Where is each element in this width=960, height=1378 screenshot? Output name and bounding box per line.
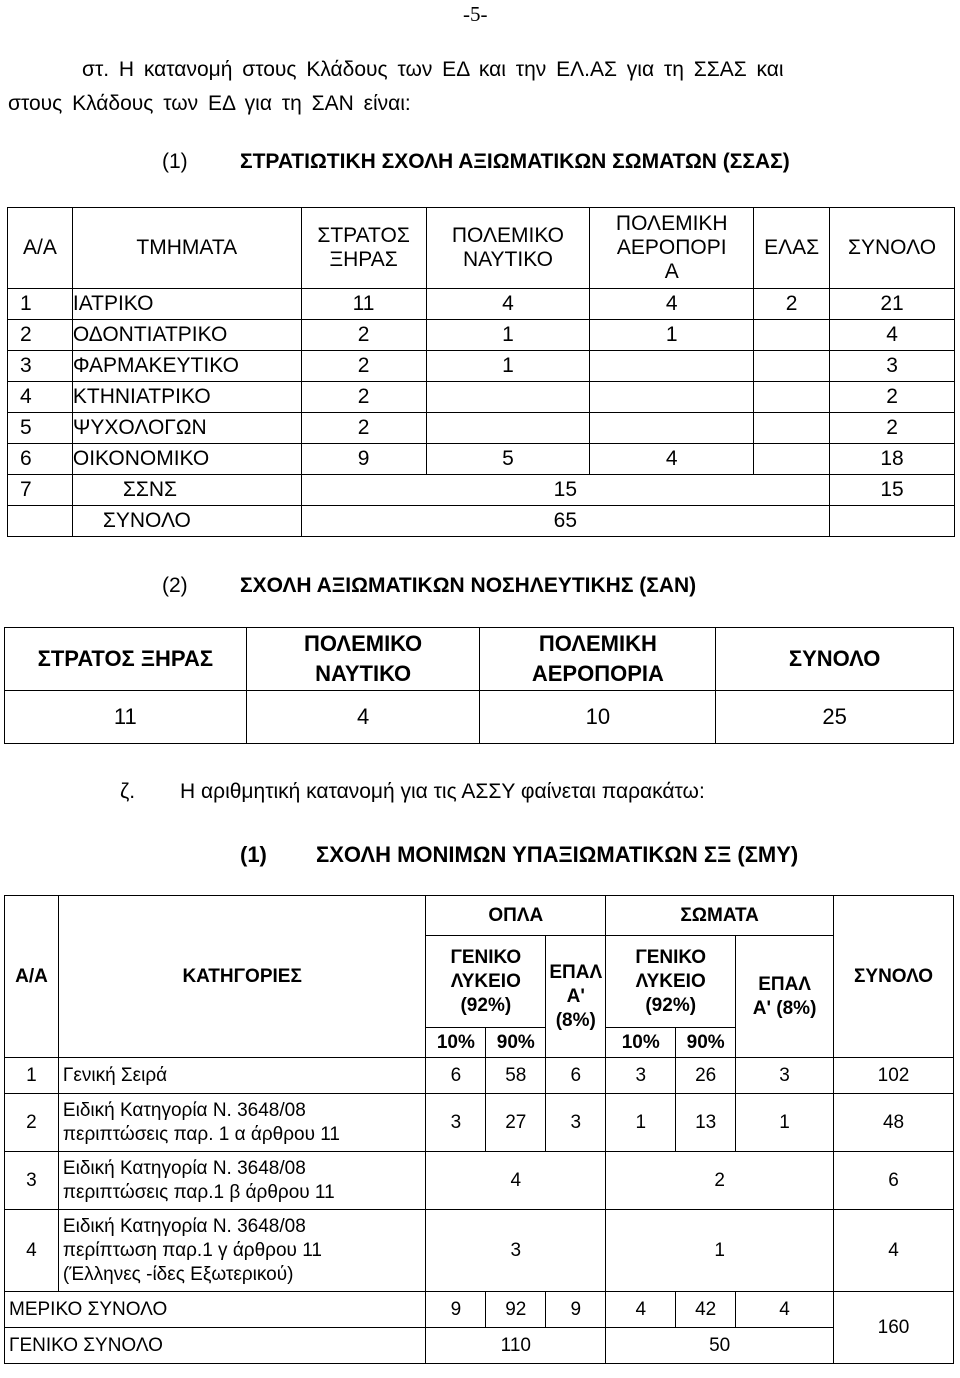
table-row bbox=[8, 475, 955, 506]
cell-naytiko bbox=[426, 413, 590, 444]
table-row bbox=[5, 691, 954, 744]
section-2-title: ΣΧΟΛΗ ΑΞΙΩΜΑΤΙΚΩΝ ΝΟΣΗΛΕΥΤΙΚΗΣ (ΣΑΝ) bbox=[240, 574, 697, 597]
section-3-heading bbox=[240, 842, 798, 868]
cell-elas bbox=[754, 413, 830, 444]
section-2-number: (2) bbox=[162, 574, 188, 597]
cell-aeroporia bbox=[590, 413, 754, 444]
header-10-somata: 10% bbox=[606, 1028, 676, 1058]
cell-synolo: 25 bbox=[716, 691, 954, 744]
table-row bbox=[8, 413, 955, 444]
cell: 92 bbox=[486, 1292, 546, 1328]
cell-naytiko: 1 bbox=[426, 351, 590, 382]
header-naytiko: ΠΟΛΕΜΙΚΟ ΝΑΥΤΙΚΟ bbox=[246, 628, 480, 691]
cell-naytiko: 4 bbox=[246, 691, 480, 744]
section-3-number: (1) bbox=[240, 842, 267, 867]
partial-total-row bbox=[5, 1292, 954, 1328]
row-name: ΚΤΗΝΙΑΤΡΙΚΟ bbox=[72, 382, 301, 413]
table-row bbox=[5, 1210, 954, 1292]
cell-stratos: 11 bbox=[5, 691, 247, 744]
cell-naytiko bbox=[426, 382, 590, 413]
cell: 3 bbox=[546, 1094, 606, 1152]
row-number: 7 bbox=[8, 475, 73, 506]
row-name: ΣΣΝΣ bbox=[72, 475, 301, 506]
row-number: 6 bbox=[8, 444, 73, 475]
total-value: 65 bbox=[301, 506, 829, 537]
header-synolo: ΣΥΝΟΛΟ bbox=[834, 896, 954, 1058]
table-row bbox=[5, 1152, 954, 1210]
cell-somata: 1 bbox=[606, 1210, 834, 1292]
row-name: ΙΑΤΡΙΚΟ bbox=[72, 289, 301, 320]
row-number: 3 bbox=[8, 351, 73, 382]
header-stratos: ΣΤΡΑΤΟΣ ΞΗΡΑΣ bbox=[301, 208, 426, 289]
header-90-somata: 90% bbox=[676, 1028, 736, 1058]
row-name: ΟΙΚΟΝΟΜΙΚΟ bbox=[72, 444, 301, 475]
cell-aeroporia bbox=[590, 382, 754, 413]
header-epal-somata: ΕΠΑΛ Α' (8%) bbox=[736, 936, 834, 1058]
cell-opla: 3 bbox=[426, 1210, 606, 1292]
cell-synolo: 18 bbox=[830, 444, 955, 475]
partial-total-label: ΜΕΡΙΚΟ ΣΥΝΟΛΟ bbox=[5, 1292, 426, 1328]
grand-total-row bbox=[5, 1328, 954, 1364]
header-opla: ΟΠΛΑ bbox=[426, 896, 606, 936]
header-gl-somata: ΓΕΝΙΚΟ ΛΥΚΕΙΟ (92%) bbox=[606, 936, 736, 1028]
cell-synolo: 48 bbox=[834, 1094, 954, 1152]
intro-line-1: στ. Η κατανομή στους Κλάδους των ΕΔ και την ΕΛ.ΑΣ για τη ΣΣΑΣ και bbox=[82, 58, 784, 81]
grand-total-label: ΓΕΝΙΚΟ ΣΥΝΟΛΟ bbox=[5, 1328, 426, 1364]
header-synolo: ΣΥΝΟΛΟ bbox=[830, 208, 955, 289]
cell: 26 bbox=[676, 1058, 736, 1094]
table-row bbox=[5, 1058, 954, 1094]
cell: 6 bbox=[546, 1058, 606, 1094]
row-number: 1 bbox=[5, 1058, 59, 1094]
table-row bbox=[8, 444, 955, 475]
cell-aeroporia bbox=[590, 351, 754, 382]
section-2-heading bbox=[162, 574, 696, 598]
ssas-table bbox=[7, 207, 955, 537]
cell: 3 bbox=[736, 1058, 834, 1094]
header-90-opla: 90% bbox=[486, 1028, 546, 1058]
table-row bbox=[8, 320, 955, 351]
cell: 27 bbox=[486, 1094, 546, 1152]
row-number: 2 bbox=[5, 1094, 59, 1152]
grand-total-value: 160 bbox=[834, 1292, 954, 1364]
cell: 9 bbox=[426, 1292, 486, 1328]
header-aa: Α/Α bbox=[5, 896, 59, 1058]
cell: 1 bbox=[736, 1094, 834, 1152]
cell: 4 bbox=[736, 1292, 834, 1328]
cell-stratos: 9 bbox=[301, 444, 426, 475]
table-row bbox=[8, 382, 955, 413]
cell: 1 bbox=[606, 1094, 676, 1152]
zeta-text: Η αριθμητική κατανομή για τις ΑΣΣΥ φαίνεται παρακάτω: bbox=[180, 780, 705, 803]
section-1-title: ΣΤΡΑΤΙΩΤΙΚΗ ΣΧΟΛΗ ΑΞΙΩΜΑΤΙΚΩΝ ΣΩΜΑΤΩΝ (ΣΣΑΣ) bbox=[240, 150, 790, 173]
cell-elas bbox=[754, 320, 830, 351]
header-naytiko: ΠΟΛΕΜΙΚΟ ΝΑΥΤΙΚΟ bbox=[426, 208, 590, 289]
intro-line-2: στους Κλάδους των ΕΔ για τη ΣΑΝ είναι: bbox=[8, 92, 411, 115]
cell-combined: 15 bbox=[301, 475, 829, 506]
cell-synolo: 2 bbox=[830, 382, 955, 413]
header-aa: Α/Α bbox=[8, 208, 73, 289]
table-header-row bbox=[8, 208, 955, 289]
cell: 9 bbox=[546, 1292, 606, 1328]
grand-total-opla: 110 bbox=[426, 1328, 606, 1364]
cell-somata: 2 bbox=[606, 1152, 834, 1210]
cell-synolo: 2 bbox=[830, 413, 955, 444]
cell: 3 bbox=[606, 1058, 676, 1094]
cell-elas bbox=[754, 444, 830, 475]
smy-table bbox=[4, 895, 954, 1364]
cell-stratos: 2 bbox=[301, 382, 426, 413]
san-table bbox=[4, 627, 954, 744]
header-synolo: ΣΥΝΟΛΟ bbox=[716, 628, 954, 691]
cell: 4 bbox=[606, 1292, 676, 1328]
row-name: Ειδική Κατηγορία Ν. 3648/08 περιπτώσεις παρ.1 β άρθρου 11 bbox=[58, 1152, 425, 1210]
cell: 58 bbox=[486, 1058, 546, 1094]
cell-opla: 4 bbox=[426, 1152, 606, 1210]
cell-synolo: 6 bbox=[834, 1152, 954, 1210]
cell-naytiko: 4 bbox=[426, 289, 590, 320]
cell-synolo: 15 bbox=[830, 475, 955, 506]
cell-naytiko: 1 bbox=[426, 320, 590, 351]
table-header-row bbox=[5, 628, 954, 691]
row-name: ΟΔΟΝΤΙΑΤΡΙΚΟ bbox=[72, 320, 301, 351]
row-name: Ειδική Κατηγορία Ν. 3648/08 περίπτωση παρ.1 γ άρθρου 11 (Έλληνες -ίδες Εξωτερικού) bbox=[58, 1210, 425, 1292]
cell: 13 bbox=[676, 1094, 736, 1152]
row-number: 2 bbox=[8, 320, 73, 351]
section-1-number: (1) bbox=[162, 150, 188, 173]
row-number: 4 bbox=[8, 382, 73, 413]
row-name: ΦΑΡΜΑΚΕΥΤΙΚΟ bbox=[72, 351, 301, 382]
cell: 6 bbox=[426, 1058, 486, 1094]
row-number: 5 bbox=[8, 413, 73, 444]
zeta-letter: ζ. bbox=[120, 780, 136, 803]
cell-aeroporia: 1 bbox=[590, 320, 754, 351]
total-row bbox=[8, 506, 955, 537]
row-number: 4 bbox=[5, 1210, 59, 1292]
cell-synolo: 21 bbox=[830, 289, 955, 320]
header-aeroporia: ΠΟΛΕΜΙΚΗ ΑΕΡΟΠΟΡΙΑ bbox=[480, 628, 716, 691]
total-label: ΣΥΝΟΛΟ bbox=[72, 506, 301, 537]
header-aeroporia: ΠΟΛΕΜΙΚΗ ΑΕΡΟΠΟΡΙ Α bbox=[590, 208, 754, 289]
cell-stratos: 2 bbox=[301, 413, 426, 444]
row-name: ΨΥΧΟΛΟΓΩΝ bbox=[72, 413, 301, 444]
cell-aeroporia: 4 bbox=[590, 289, 754, 320]
row-name: Γενική Σειρά bbox=[58, 1058, 425, 1094]
row-name: Ειδική Κατηγορία Ν. 3648/08 περιπτώσεις παρ. 1 α άρθρου 11 bbox=[58, 1094, 425, 1152]
grand-total-somata: 50 bbox=[606, 1328, 834, 1364]
cell-synolo: 3 bbox=[830, 351, 955, 382]
cell-synolo: 102 bbox=[834, 1058, 954, 1094]
cell-aeroporia: 4 bbox=[590, 444, 754, 475]
table-row bbox=[8, 289, 955, 320]
header-stratos: ΣΤΡΑΤΟΣ ΞΗΡΑΣ bbox=[5, 628, 247, 691]
row-number: 1 bbox=[8, 289, 73, 320]
header-epal-opla: ΕΠΑΛ Α' (8%) bbox=[546, 936, 606, 1058]
zeta-paragraph bbox=[120, 780, 705, 804]
cell-aeroporia: 10 bbox=[480, 691, 716, 744]
table-row bbox=[5, 1094, 954, 1152]
section-1-heading bbox=[162, 150, 790, 174]
page-number: -5- bbox=[463, 2, 488, 26]
cell-stratos: 2 bbox=[301, 320, 426, 351]
cell: 42 bbox=[676, 1292, 736, 1328]
header-elas: ΕΛΑΣ bbox=[754, 208, 830, 289]
row-number: 3 bbox=[5, 1152, 59, 1210]
header-tmimata: ΤΜΗΜΑΤΑ bbox=[72, 208, 301, 289]
cell-stratos: 2 bbox=[301, 351, 426, 382]
cell-naytiko: 5 bbox=[426, 444, 590, 475]
cell-stratos: 11 bbox=[301, 289, 426, 320]
cell-synolo: 4 bbox=[830, 320, 955, 351]
cell-elas bbox=[754, 351, 830, 382]
header-10-opla: 10% bbox=[426, 1028, 486, 1058]
cell-synolo: 4 bbox=[834, 1210, 954, 1292]
header-katigories: ΚΑΤΗΓΟΡΙΕΣ bbox=[58, 896, 425, 1058]
cell-elas bbox=[754, 382, 830, 413]
header-somata: ΣΩΜΑΤΑ bbox=[606, 896, 834, 936]
header-gl-opla: ΓΕΝΙΚΟ ΛΥΚΕΙΟ (92%) bbox=[426, 936, 546, 1028]
table-header-row bbox=[5, 896, 954, 936]
cell: 3 bbox=[426, 1094, 486, 1152]
cell-elas: 2 bbox=[754, 289, 830, 320]
section-3-title: ΣΧΟΛΗ ΜΟΝΙΜΩΝ ΥΠΑΞΙΩΜΑΤΙΚΩΝ ΣΞ (ΣΜΥ) bbox=[316, 842, 799, 867]
table-row bbox=[8, 351, 955, 382]
